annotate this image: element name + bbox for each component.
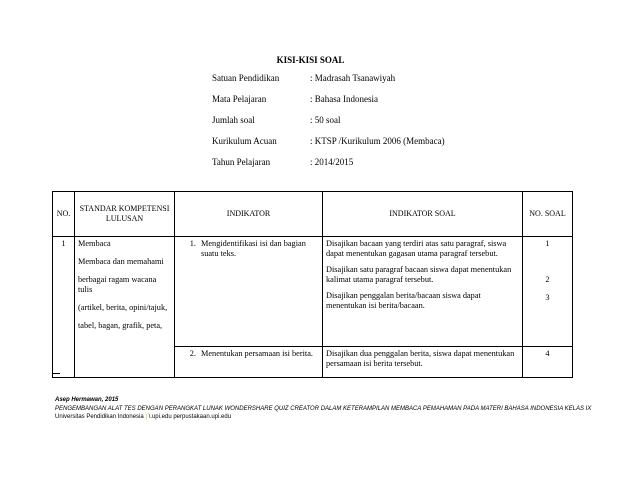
indikator-cell	[175, 237, 323, 347]
soal-number: 4	[545, 349, 550, 358]
meta-value: : Madrasah Tsanawiyah	[310, 73, 396, 83]
table-row	[53, 237, 573, 347]
footer-affiliation	[55, 413, 591, 422]
indikator-soal-cell	[323, 347, 523, 378]
indikator-text: Mengidentifikasi isi dan bagian suatu teks.	[201, 239, 306, 258]
meta-label: Tahun Pelajaran	[212, 157, 271, 167]
row-number: 1	[53, 237, 75, 378]
meta-label: Mata Pelajaran	[212, 94, 267, 104]
header-indikator-soal: INDIKATOR SOAL	[323, 192, 523, 237]
sk-line: (artikel, berita, opini/tajuk,	[78, 303, 168, 312]
meta-row-kurikulum	[212, 136, 445, 157]
header-standar-kompetensi: STANDAR KOMPETENSI LULUSAN	[75, 192, 175, 237]
meta-row-satuan	[212, 73, 445, 94]
no-soal-cell	[523, 347, 573, 378]
sk-line: Membaca	[78, 239, 111, 248]
meta-label: Kurikulum Acuan	[212, 136, 277, 146]
soal-number: 1	[545, 239, 550, 248]
no-soal-cell	[523, 237, 573, 347]
meta-value: : Bahasa Indonesia	[310, 94, 378, 104]
sk-line: berbagai ragam wacana tulis	[78, 275, 157, 294]
indikator-soal-cell	[323, 237, 523, 347]
document-title: KISI-KISI SOAL	[276, 55, 345, 65]
table-header-row	[53, 192, 573, 237]
sk-line: tabel, bagan, grafik, peta,	[78, 321, 163, 330]
meta-label: Satuan Pendidikan	[212, 73, 280, 83]
indikator-soal-text: Disajikan dua penggalan berita, siswa dapat menentukan persamaan isi berita tersebut.	[326, 349, 515, 368]
meta-row-jumlah	[212, 115, 445, 136]
meta-row-mapel	[212, 94, 445, 115]
header-indikator: INDIKATOR	[175, 192, 323, 237]
page-divider	[52, 373, 60, 374]
footer-university: Universitas Pendidikan Indonesia	[55, 414, 144, 420]
meta-value: : KTSP /Kurikulum 2006 (Membaca)	[310, 136, 445, 146]
indikator-soal-text: Disajikan bacaan yang terdiri atas satu paragraf, siswa dapat menentukan gagasan utama paragraf tersebut.	[326, 239, 507, 258]
page-footer	[55, 396, 591, 422]
footer-separator: |	[145, 414, 147, 420]
footer-thesis-title: PENGEMBANGAN ALAT TES DENGAN PERANGKAT LUNAK WONDERSHARE QUIZ CREATOR DALAM KETERAMPILAN MEMBACA PEMAHAMAN PADA MATERI BAHASA INDONESIA KELAS IX	[55, 405, 592, 412]
standar-kompetensi-cell	[75, 237, 175, 378]
header-no: NO.	[53, 192, 75, 237]
indikator-text: Menentukan persamaan isi berita.	[201, 349, 313, 358]
document-meta	[212, 73, 445, 178]
indikator-number: 2.	[189, 349, 196, 358]
soal-number: 3	[545, 293, 550, 302]
kisi-kisi-table	[52, 191, 573, 378]
sk-line: Membaca dan memahami	[78, 257, 164, 266]
indikator-soal-text: Disajikan penggalan berita/bacaan siswa dapat menentukan isi berita/bacaan.	[326, 291, 481, 310]
meta-value: : 50 soal	[310, 115, 341, 125]
indikator-soal-text: Disajikan satu paragraf bacaan siswa dapat menentukan kalimat utama paragraf tersebut.	[326, 265, 512, 284]
indikator-cell	[175, 347, 323, 378]
indikator-number: 1.	[189, 239, 196, 248]
header-no-soal: NO. SOAL	[523, 192, 573, 237]
meta-value: : 2014/2015	[310, 157, 354, 167]
meta-row-tahun	[212, 157, 445, 178]
soal-number: 2	[545, 275, 550, 284]
footer-author: Asep Hermawan, 2015	[55, 397, 119, 403]
footer-url[interactable]: \.upi.edu perpustakaan.upi.edu	[148, 414, 232, 420]
meta-label: Jumlah soal	[212, 115, 255, 125]
